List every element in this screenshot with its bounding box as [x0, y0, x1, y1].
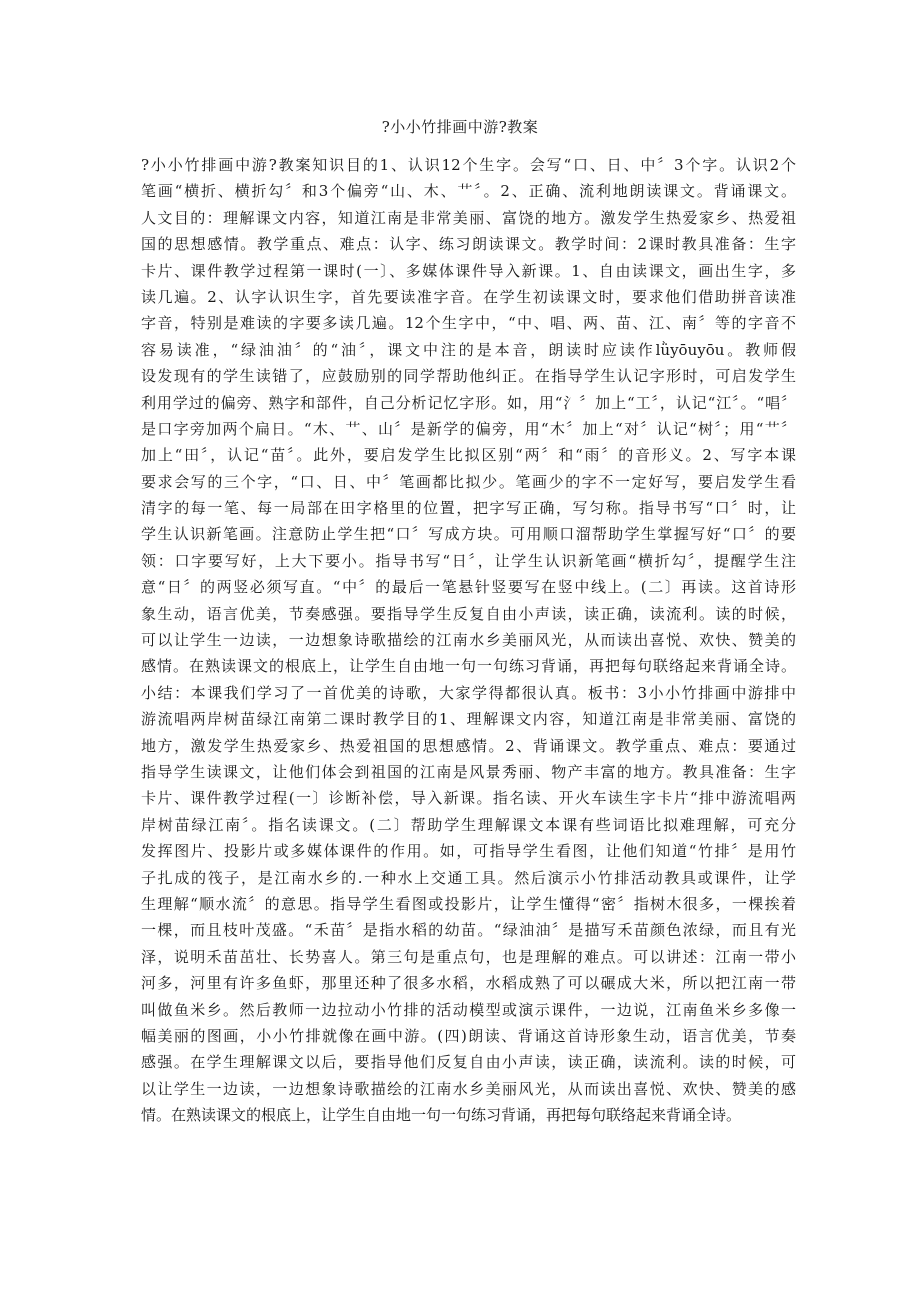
body-text-line: 发挥图片、投影片或多媒体课件的作用。如，可指导学生看图，让他们知道“竹排〞是用竹: [141, 842, 796, 861]
body-text-line: 人文目的：理解课文内容，知道江南是非常美丽、富饶的地方。激发学生热爱家乡、热爱祖: [141, 208, 796, 227]
body-text-line: 生理解“顺水流〞的意思。指导学生看图或投影片，让学生懂得“密〞指树木很多，一棵挨着: [141, 894, 796, 913]
body-text-line: 情。在熟读课文的根底上，让学生自由地一句一句练习背诵，再把每句联络起来背诵全诗。: [141, 1106, 742, 1125]
body-text-line: 象生动，语言优美，节奏感强。要指导学生反复自由小声读，读正确，读流利。读的时候，: [141, 604, 796, 623]
body-text-line: 可以让学生一边读，一边想象诗歌描绘的江南水乡美丽风光，从而读出喜悦、欢快、赞美的: [141, 631, 796, 650]
body-text-line: 读几遍。2、认字认识生字，首先要读准字音。在学生初读课文时，要求他们借助拼音读准: [141, 287, 796, 306]
body-text-line: 泽，说明禾苗茁壮、长势喜人。第三句是重点句，也是理解的难点。可以讲述：江南一带小: [141, 947, 796, 966]
body-text-line: 地方，激发学生热爱家乡、热爱祖国的思想感情。2、背诵课文。教学重点、难点：要通过: [141, 736, 796, 755]
body-text-line: 笔画“横折、横折勾〞和3个偏旁“山、木、艹〞。2、正确、流利地朗读课文。背诵课文。: [141, 182, 796, 201]
body-text-line: 岸树苗绿江南〞。指名读课文。(二〕帮助学生理解课文本课有些词语比拟难理解，可充分: [141, 815, 796, 834]
body-text-line: 叫做鱼米乡。然后教师一边拉动小竹排的活动模型或演示课件，一边说，江南鱼米乡多像一: [141, 1000, 796, 1019]
body-text-line: 要求会写的三个字，“口、日、中〞笔画都比拟少。笔画少的字不一定好写，要启发学生看: [141, 472, 796, 491]
document-title: ?小小竹排画中游?教案: [381, 118, 539, 136]
body-text-line: 子扎成的筏子，是江南水乡的.一种水上交通工具。然后演示小竹排活动教具或课件，让学: [141, 868, 796, 887]
body-text-line: 清字的每一笔、每一局部在田字格里的位置，把字写正确，写匀称。指导书写“口〞时，让: [141, 499, 796, 518]
body-text-line: 利用学过的偏旁、熟字和部件，自己分析记忆字形。如，用“氵〞加上“工〞，认记“江〞。“唱〞: [141, 393, 796, 412]
body-text-line: 字音，特别是难读的字要多读几遍。12个生字中，“中、唱、两、苗、江、南〞等的字音不: [141, 314, 796, 333]
body-text-line: 设发现有的学生读错了，应鼓励别的同学帮助他纠正。在指导学生认记字形时，可启发学生: [141, 367, 796, 386]
body-text-line: 河多，河里有许多鱼虾，那里还种了很多水稻，水稻成熟了可以碾成大米，所以把江南一带: [141, 974, 796, 993]
body-text-line: 加上“田〞，认记“苗〞。此外，要启发学生比拟区别“两〞和“雨〞的音形义。2、写字本课: [141, 446, 796, 465]
body-text-line: 领：口字要写好，上大下要小。指导书写“日〞，让学生认识新笔画“横折勾〞，提醒学生注: [141, 551, 796, 570]
body-text-line: ?小小竹排画中游?教案知识目的1、认识12个生字。会写“口、日、中〞3个字。认识2个: [141, 156, 796, 174]
body-text-line: 学生认识新笔画。注意防止学生把“口〞写成方块。可用顺口溜帮助学生掌握写好“口〞的要: [141, 525, 796, 544]
body-text-line: 感强。在学生理解课文以后，要指导他们反复自由小声读，读正确，读流利。读的时候，可: [141, 1053, 796, 1072]
body-text-line: 感情。在熟读课文的根底上，让学生自由地一句一句练习背诵，再把每句联络起来背诵全诗。: [141, 657, 796, 676]
document-body: [141, 152, 796, 1128]
body-text-line: 是口字旁加两个扁日。“木、艹、山〞是新学的偏旁，用“木〞加上“对〞认记“树〞；用“艹〞: [141, 419, 796, 438]
body-text-line: 国的思想感情。教学重点、难点：认字、练习朗读课文。教学时间：2课时教具准备：生字: [141, 235, 796, 254]
body-text-line: 游流唱两岸树苗绿江南第二课时教学目的1、理解课文内容，知道江南是非常美丽、富饶的: [141, 710, 796, 729]
body-text-line: 指导学生读课文，让他们体会到祖国的江南是风景秀丽、物产丰富的地方。教具准备：生字: [141, 762, 796, 781]
body-text-line: 卡片、课件教学过程(一〕诊断补偿，导入新课。指名读、开火车读生字卡片“排中游流唱两: [141, 789, 796, 808]
body-text-line: 以让学生一边读，一边想象诗歌描绘的江南水乡美丽风光，从而读出喜悦、欢快、赞美的感: [141, 1079, 796, 1098]
body-text-line: 容易读准，“绿油油〞的“油〞，课文中注的是本音，朗读时应读作lǜyōuyōu。教师假: [141, 340, 796, 359]
body-text-line: 意“日〞的两竖必须写直。“中〞的最后一笔悬针竖要写在竖中线上。(二〕再读。这首诗形: [141, 578, 796, 597]
body-text-line: 卡片、课件教学过程第一课时(一〕、多媒体课件导入新课。1、自由读课文，画出生字，多: [141, 261, 796, 280]
body-text-line: 小结：本课我们学习了一首优美的诗歌，大家学得都很认真。板书：3小小竹排画中游排中: [141, 683, 796, 702]
body-text-line: 一棵，而且枝叶茂盛。“禾苗〞是指水稻的幼苗。“绿油油〞是描写禾苗颜色浓绿，而且有光: [141, 921, 796, 940]
body-text-line: 幅美丽的图画，小小竹排就像在画中游。(四)朗读、背诵这首诗形象生动，语言优美，节奏: [141, 1026, 796, 1045]
